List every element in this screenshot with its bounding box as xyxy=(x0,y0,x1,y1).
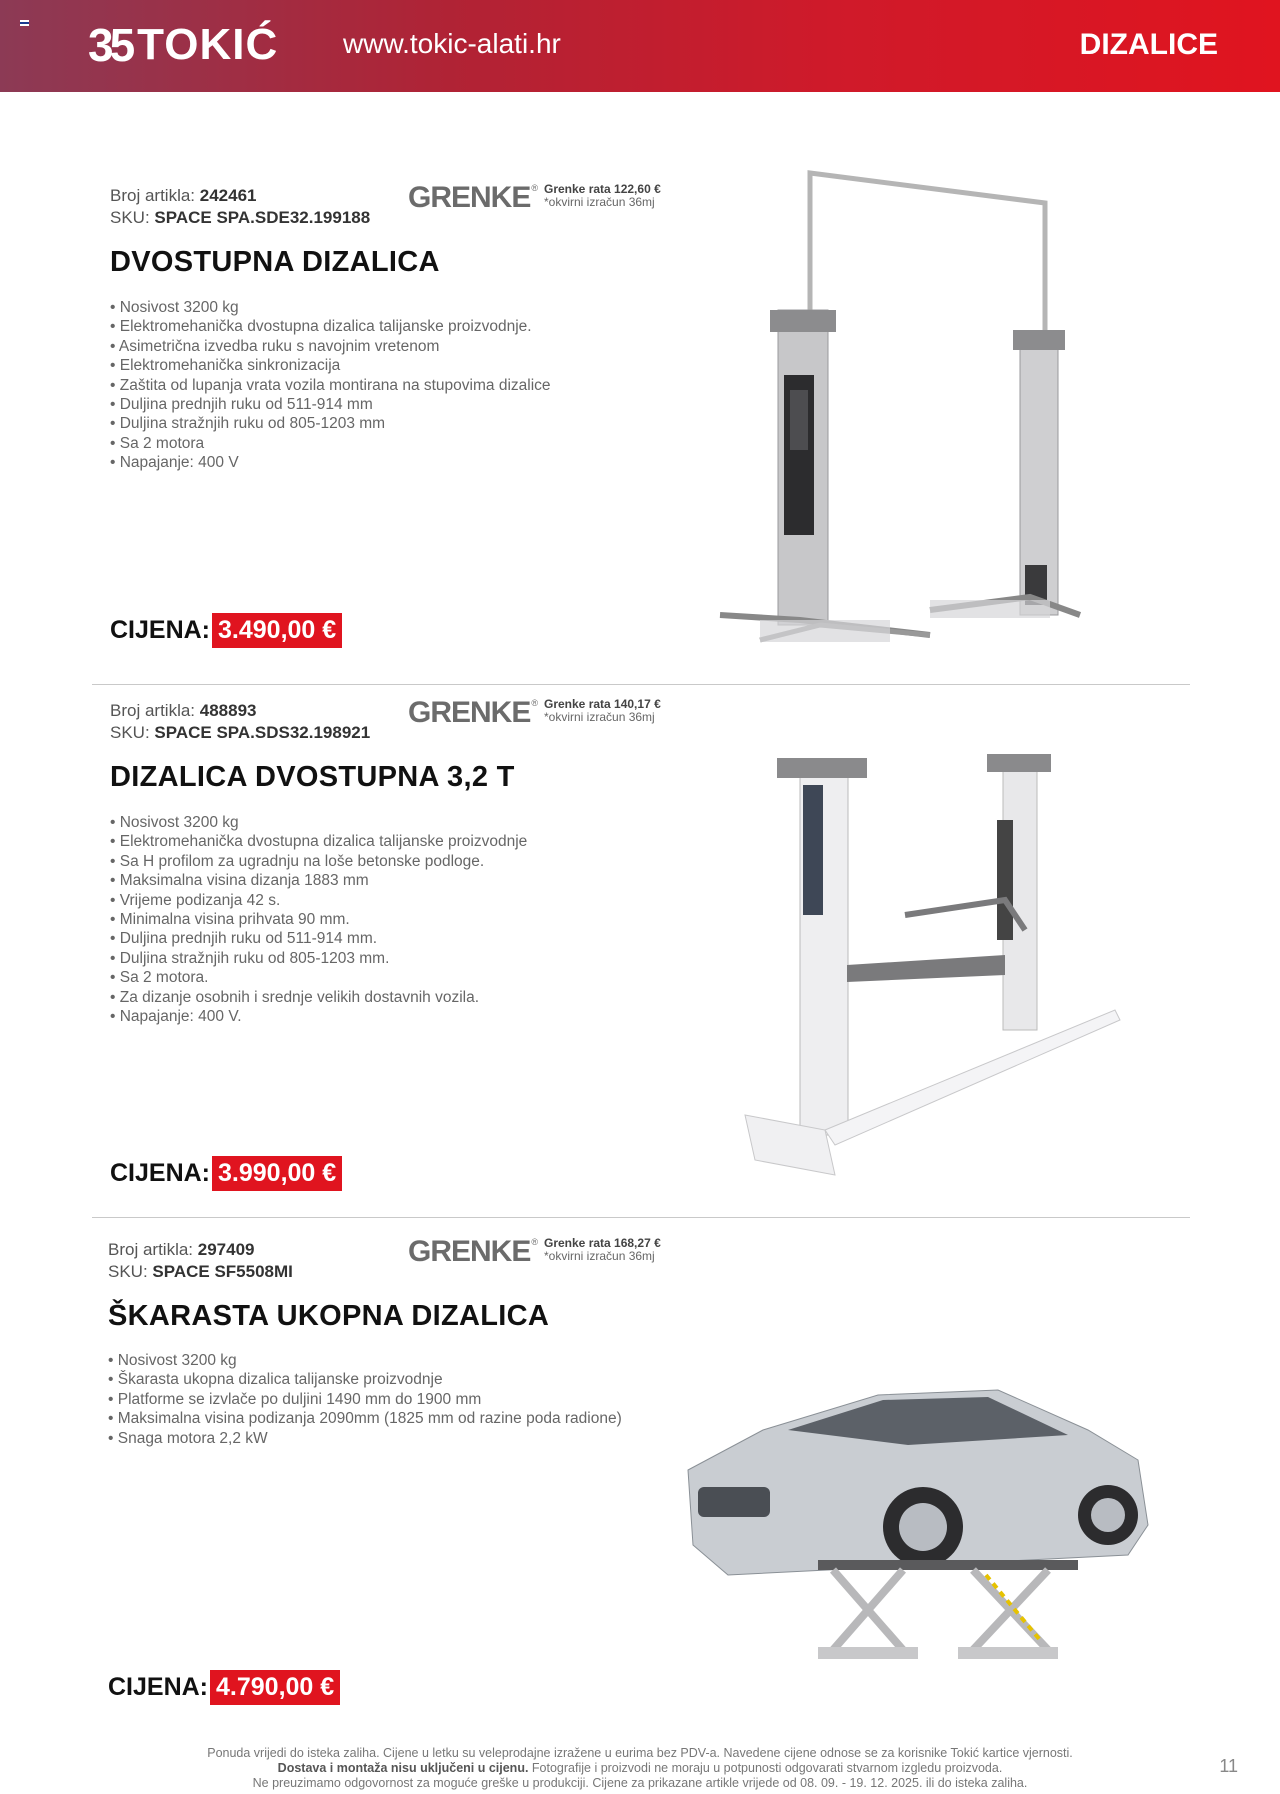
logo-brand-name: TOKIĆ xyxy=(137,20,279,69)
section-divider xyxy=(92,1217,1190,1218)
price-block xyxy=(110,613,342,648)
price-value: 3.490,00 € xyxy=(212,613,342,648)
footer-line-3: Ne preuzimamo odgovornost za moguće greške u produkciji. Cijene za prikazane artikle vrijede od 08. 09. - 19. 12. 2025. ili do isteka zaliha. xyxy=(252,1776,1028,1790)
price-block xyxy=(108,1670,340,1705)
grenke-rate: Grenke rata 140,17 € xyxy=(544,697,661,711)
sku-value: SPACE SPA.SDS32.198921 xyxy=(154,723,371,742)
sku-label: SKU: xyxy=(110,723,150,742)
tokic-logo[interactable] xyxy=(88,20,278,70)
two-post-lift-image xyxy=(700,165,1100,650)
feature-item: • Napajanje: 400 V xyxy=(110,453,551,472)
feature-item: • Nosivost 3200 kg xyxy=(110,813,527,832)
feature-item: • Elektromehanička sinkronizacija xyxy=(110,356,551,375)
price-value: 4.790,00 € xyxy=(210,1670,340,1705)
feature-item: • Za dizanje osobnih i srednje velikih dostavnih vozila. xyxy=(110,988,527,1007)
language-flag-icon[interactable] xyxy=(20,20,29,26)
grenke-rate: Grenke rata 122,60 € xyxy=(544,182,661,196)
feature-list xyxy=(110,298,551,473)
feature-item: • Sa 2 motora xyxy=(110,434,551,453)
feature-item: • Platforme se izvlače po duljini 1490 mm do 1900 mm xyxy=(108,1390,622,1409)
feature-item: • Minimalna visina prihvata 90 mm. xyxy=(110,910,527,929)
grenke-logo: GRENKE xyxy=(408,696,531,729)
grenke-rate: Grenke rata 168,27 € xyxy=(544,1236,661,1250)
footer-line-2-bold: Dostava i montaža nisu uključeni u cijenu. xyxy=(277,1761,529,1775)
feature-item: • Napajanje: 400 V. xyxy=(110,1007,527,1026)
grenke-note: *okvirni izračun 36mj xyxy=(544,195,655,209)
feature-item: • Maksimalna visina podizanja 2090mm (1825 mm od razine poda radione) xyxy=(108,1409,622,1428)
feature-item: • Škarasta ukopna dizalica talijanske proizvodnje xyxy=(108,1370,622,1389)
price-block xyxy=(110,1156,342,1191)
sku-value: SPACE SPA.SDE32.199188 xyxy=(154,208,371,227)
page-number: 11 xyxy=(1219,1756,1238,1776)
feature-item: • Asimetrična izvedba ruku s navojnim vretenom xyxy=(110,337,551,356)
section-title: DIZALICE xyxy=(1079,28,1218,61)
grenke-financing: GRENKE ® Grenke rata 168,27 € *okvirni izračun 36mj xyxy=(408,1235,661,1268)
feature-item: • Vrijeme podizanja 42 s. xyxy=(110,891,527,910)
feature-item: • Elektromehanička dvostupna dizalica talijanske proizvodnje. xyxy=(110,317,551,336)
feature-item: • Elektromehanička dvostupna dizalica talijanske proizvodnje xyxy=(110,832,527,851)
feature-item: • Duljina prednjih ruku od 511-914 mm. xyxy=(110,929,527,948)
footer-disclaimer xyxy=(0,1746,1280,1791)
feature-item: • Duljina prednjih ruku od 511-914 mm xyxy=(110,395,551,414)
feature-list xyxy=(110,813,527,1026)
feature-item: • Duljina stražnjih ruku od 805-1203 mm xyxy=(110,414,551,433)
grenke-logo: GRENKE xyxy=(408,1235,531,1268)
sku-label: SKU: xyxy=(110,208,150,227)
grenke-financing: GRENKE ® Grenke rata 122,60 € *okvirni izračun 36mj xyxy=(408,181,661,214)
feature-item: • Sa H profilom za ugradnju na loše betonske podloge. xyxy=(110,852,527,871)
article-number: 488893 xyxy=(199,701,257,720)
feature-item: • Maksimalna visina dizanja 1883 mm xyxy=(110,871,527,890)
price-label: CIJENA: xyxy=(110,1159,211,1187)
product-title: ŠKARASTA UKOPNA DIZALICA xyxy=(108,1300,550,1332)
website-link[interactable]: www.tokic-alati.hr xyxy=(343,28,561,59)
price-value: 3.990,00 € xyxy=(212,1156,342,1191)
price-label: CIJENA: xyxy=(110,616,211,644)
scissor-lift-with-car-image xyxy=(668,1375,1158,1685)
sku-value: SPACE SF5508MI xyxy=(152,1262,293,1281)
feature-item: • Snaga motora 2,2 kW xyxy=(108,1429,622,1448)
grenke-logo: GRENKE xyxy=(408,181,531,214)
feature-item: • Duljina stražnjih ruku od 805-1203 mm. xyxy=(110,949,527,968)
grenke-note: *okvirni izračun 36mj xyxy=(544,1249,655,1263)
grenke-note: *okvirni izračun 36mj xyxy=(544,710,655,724)
feature-item: • Sa 2 motora. xyxy=(110,968,527,987)
feature-item: • Nosivost 3200 kg xyxy=(108,1351,622,1370)
section-divider xyxy=(92,684,1190,685)
product-meta xyxy=(110,185,370,229)
grenke-financing: GRENKE ® Grenke rata 140,17 € *okvirni izračun 36mj xyxy=(408,696,661,729)
article-label: Broj artikla: xyxy=(110,701,196,720)
sku-label: SKU: xyxy=(108,1262,148,1281)
two-post-lift-h-profile-image xyxy=(735,750,1125,1180)
product-meta xyxy=(108,1239,293,1283)
price-label: CIJENA: xyxy=(108,1673,209,1701)
feature-list xyxy=(108,1351,622,1448)
article-label: Broj artikla: xyxy=(108,1240,194,1259)
article-number: 297409 xyxy=(197,1240,255,1259)
product-meta xyxy=(110,700,370,744)
feature-item: • Zaštita od lupanja vrata vozila montirana na stupovima dizalice xyxy=(110,376,551,395)
logo-anniversary-number: 35 xyxy=(88,19,132,71)
feature-item: • Nosivost 3200 kg xyxy=(110,298,551,317)
footer-line-2: Fotografije i proizvodi ne moraju u potpunosti odgovarati stvarnom izgledu proizvoda. xyxy=(528,1761,1003,1775)
footer-line-1: Ponuda vrijedi do isteka zaliha. Cijene u letku su veleprodajne izražene u eurima bez PDV-a. Navedene cijene odnose se za korisnike Tokić kartice vjernosti. xyxy=(207,1746,1073,1760)
product-title: DVOSTUPNA DIZALICA xyxy=(110,246,440,278)
header-bar xyxy=(0,0,1280,92)
product-title: DIZALICA DVOSTUPNA 3,2 T xyxy=(110,761,515,793)
article-number: 242461 xyxy=(199,186,257,205)
article-label: Broj artikla: xyxy=(110,186,196,205)
